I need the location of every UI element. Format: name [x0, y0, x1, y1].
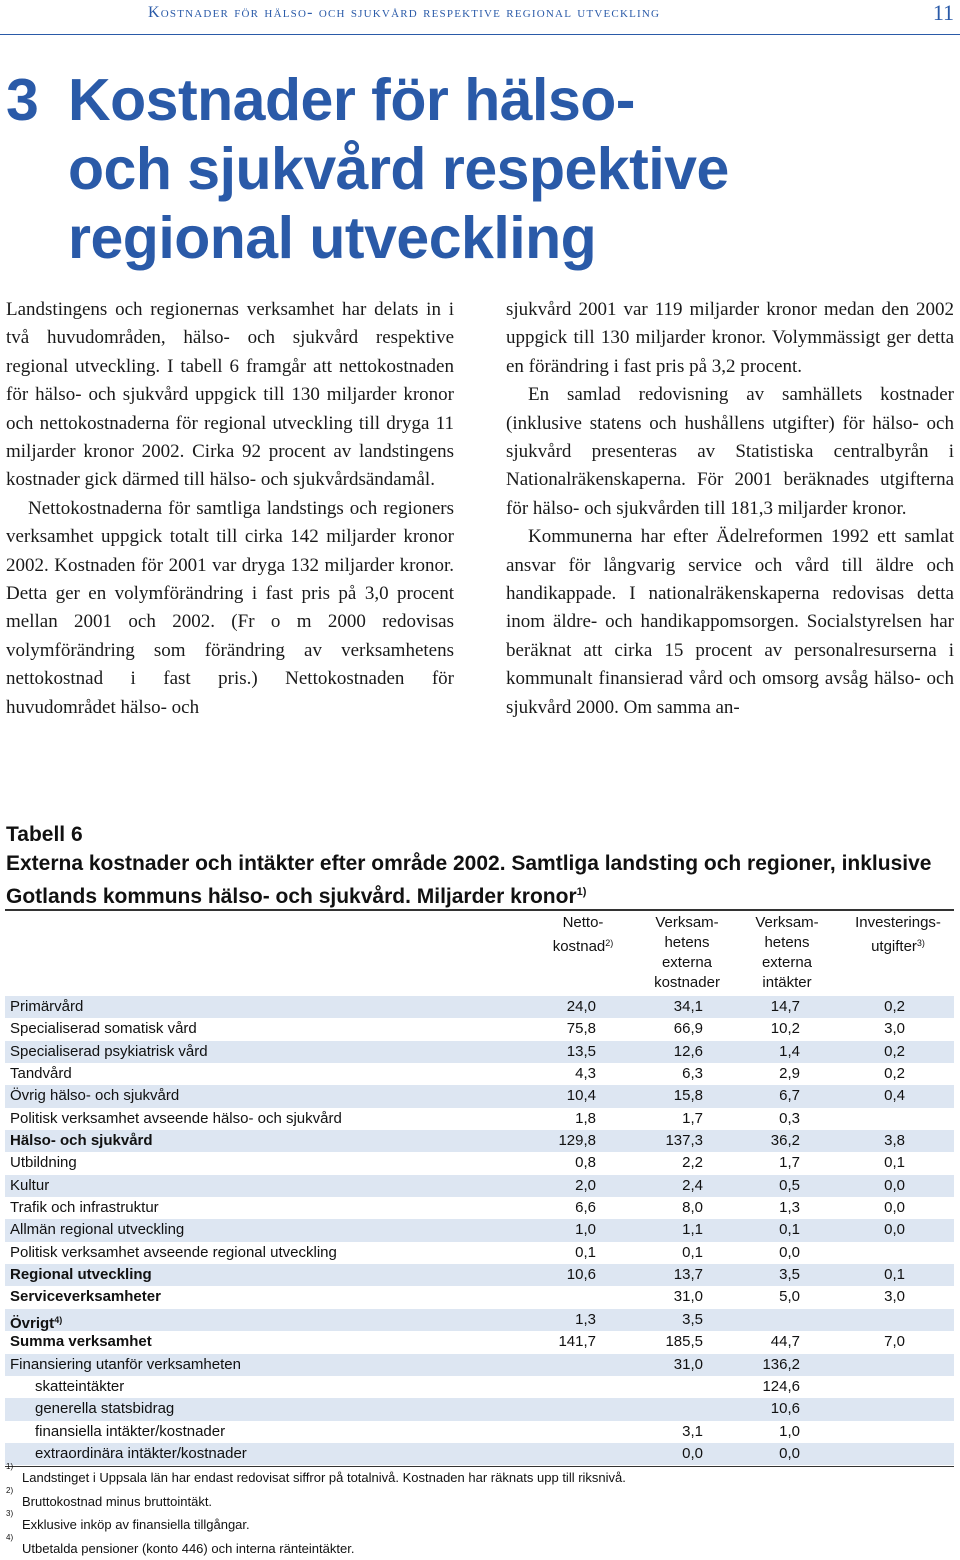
table-cell: 124,6: [720, 1376, 800, 1398]
footnote: [6, 1537, 946, 1560]
column-header-line: intäkter: [737, 973, 837, 993]
table-cell: 31,0: [623, 1286, 703, 1308]
table-cell: 6,6: [516, 1197, 596, 1219]
table-row: [5, 1264, 954, 1286]
row-label: Övrig hälso- och sjukvård: [10, 1085, 179, 1107]
column-header-note: 3): [917, 938, 925, 948]
table-cell: 1,7: [720, 1152, 800, 1174]
body-paragraph: En samlad redovisning av samhällets kostnader (inklusive statens och hushållens utgifter) för hälso- och sjukvård presenteras av Statistiska centralbyrån i Nationalräkenskaperna. För 2001 beräknades utgifterna för hälso- och sjukvården till 181,3 miljarder kronor.: [506, 381, 954, 523]
table-row: [5, 1219, 954, 1241]
table-cell: 2,9: [720, 1063, 800, 1085]
table-cell: 1,8: [516, 1108, 596, 1130]
table-label: Tabell 6: [6, 820, 956, 849]
table-caption-text: Externa kostnader och intäkter efter område 2002. Samtliga landsting och regioner, inklusive Gotlands kommuns hälso- och sjukvård. Miljarder kronor: [6, 852, 931, 908]
table-cell: 3,1: [623, 1421, 703, 1443]
table-cell: 2,2: [623, 1152, 703, 1174]
table-row: [5, 1041, 954, 1063]
row-label: Regional utveckling: [10, 1264, 152, 1286]
table-cell: 13,5: [516, 1041, 596, 1063]
body-paragraph: sjukvård 2001 var 119 miljarder kronor medan den 2002 uppgick till 130 miljarder kronor. Volymmässigt ger detta en förändring i fast pris på 3,2 procent.: [506, 296, 954, 381]
table-row: [5, 1286, 954, 1308]
row-label: Utbildning: [10, 1152, 77, 1174]
body-paragraph: Kommunerna har efter Ädelreformen 1992 ett samlat ansvar för långvarig service och vård till äldre och handikappade. I nationalräkenskaperna redovisas detta inom äldre- och handikappomsorgen. Socialstyrelsen har beräknat att cirka 15 procent av personalresurserna i kommunalt finansierad vård och omsorg avsåg hälso- och sjukvård 2000. Om samma an-: [506, 523, 954, 722]
row-label: Primärvård: [10, 996, 83, 1018]
table-cell: 10,6: [720, 1398, 800, 1420]
table-row: [5, 1443, 954, 1465]
table-cell: 24,0: [516, 996, 596, 1018]
chapter-title: [6, 66, 946, 273]
table-cell: 31,0: [623, 1354, 703, 1376]
column-header-line: kostnader: [637, 973, 737, 993]
table-cell: 0,2: [825, 1063, 905, 1085]
row-label: Allmän regional utveckling: [10, 1219, 184, 1241]
footnote-mark: 3): [6, 1510, 13, 1518]
footnote: [6, 1490, 946, 1514]
table-cell: 2,0: [516, 1175, 596, 1197]
table-body: [5, 996, 954, 1465]
row-label: finansiella intäkter/kostnader: [35, 1421, 225, 1443]
table-cell: 1,0: [720, 1421, 800, 1443]
row-label: Hälso- och sjukvård: [10, 1130, 153, 1152]
row-label: Trafik och infrastruktur: [10, 1197, 159, 1219]
table-header: [5, 911, 954, 996]
table-cell: 15,8: [623, 1085, 703, 1107]
row-label: Finansiering utanför verksamheten: [10, 1354, 241, 1376]
table-row: [5, 1354, 954, 1376]
table-cell: 8,0: [623, 1197, 703, 1219]
row-label: skatteintäkter: [35, 1376, 124, 1398]
table-cell: 141,7: [516, 1331, 596, 1353]
footnote: [6, 1513, 946, 1537]
table-cell: 1,4: [720, 1041, 800, 1063]
table-cell: 0,1: [516, 1242, 596, 1264]
table-cell: 0,5: [720, 1175, 800, 1197]
table-row: [5, 1421, 954, 1443]
footnote-text: Landstinget i Uppsala län har endast redovisat siffror på totalnivå. Kostnaden har räknats upp till riksnivå.: [22, 1470, 626, 1485]
body-paragraph: Nettokostnaderna för samtliga landstings och regioners verksamhet uppgick totalt till cirka 142 miljarder kronor 2002. Kostnaden för 2001 var dryga 132 miljarder kronor. Detta ger en volymförändring i fast pris på 3,0 procent mellan 2001 och 2002. (Fr o m 2000 redovisas volymförändring som förändring av verksamhetens nettokostnad i fast pris.) Nettokostnaden för huvudområdet hälso- och: [6, 495, 454, 722]
table-row: [5, 1175, 954, 1197]
row-label: Specialiserad somatisk vård: [10, 1018, 197, 1040]
table-cell: 10,4: [516, 1085, 596, 1107]
table-cell: 3,0: [825, 1286, 905, 1308]
table-cell: 7,0: [825, 1331, 905, 1353]
column-header-line: externa: [637, 953, 737, 973]
row-label: Övrigt$^{4)}$: [10, 1309, 62, 1335]
row-label: extraordinära intäkter/kostnader: [35, 1443, 247, 1465]
footnote-mark: 4): [6, 1534, 13, 1542]
chapter-title-line-3: regional utveckling: [6, 204, 946, 273]
table-cell: 3,0: [825, 1018, 905, 1040]
table-cell: 1,7: [623, 1108, 703, 1130]
table-caption: [6, 820, 956, 911]
table-cell: 44,7: [720, 1331, 800, 1353]
column-header-line: Verksam-: [637, 913, 737, 933]
table-caption-note: 1): [577, 886, 587, 898]
table-cell: 3,8: [825, 1130, 905, 1152]
row-label-note: 4): [54, 1315, 62, 1325]
row-label: generella statsbidrag: [35, 1398, 174, 1420]
table-cell: 4,3: [516, 1063, 596, 1085]
data-table: [5, 909, 954, 1467]
table-cell: 34,1: [623, 996, 703, 1018]
row-label: Summa verksamhet: [10, 1331, 152, 1353]
running-header-title: Kostnader för hälso- och sjukvård respektive regional utveckling: [148, 4, 660, 21]
footnote-text: Exklusive inköp av finansiella tillgångar.: [22, 1517, 250, 1532]
footnote-text: Utbetalda pensioner (konto 446) och interna ränteintäkter.: [22, 1541, 354, 1556]
table-cell: 6,7: [720, 1085, 800, 1107]
table-row: [5, 1152, 954, 1174]
table-cell: 0,0: [720, 1242, 800, 1264]
table-row: [5, 1018, 954, 1040]
table-cell: 185,5: [623, 1331, 703, 1353]
table-cell: 3,5: [623, 1309, 703, 1331]
table-cell: 1,0: [516, 1219, 596, 1241]
table-cell: 14,7: [720, 996, 800, 1018]
body-column-left: [6, 296, 454, 722]
table-cell: 5,0: [720, 1286, 800, 1308]
row-label: Specialiserad psykiatrisk vård: [10, 1041, 208, 1063]
table-cell: 0,4: [825, 1085, 905, 1107]
table-row: [5, 1242, 954, 1264]
column-header: [833, 913, 960, 957]
footnote: [6, 1466, 946, 1490]
table-row: [5, 1376, 954, 1398]
table-cell: 75,8: [516, 1018, 596, 1040]
table-cell: 0,0: [825, 1219, 905, 1241]
table-cell: 3,5: [720, 1264, 800, 1286]
table-row: [5, 1309, 954, 1331]
table-cell: 1,3: [516, 1309, 596, 1331]
table-cell: 136,2: [720, 1354, 800, 1376]
table-row: [5, 996, 954, 1018]
page-number: 11: [933, 0, 954, 26]
table-cell: 12,6: [623, 1041, 703, 1063]
footnote-mark: 2): [6, 1487, 13, 1495]
footnotes: [6, 1466, 946, 1560]
table-cell: 0,0: [825, 1175, 905, 1197]
row-label: Politisk verksamhet avseende hälso- och sjukvård: [10, 1108, 342, 1130]
table-cell: 0,1: [825, 1152, 905, 1174]
column-header-line: kostnad$^{2)}$: [528, 933, 638, 957]
body-column-right: [506, 296, 954, 722]
table-cell: 129,8: [516, 1130, 596, 1152]
table-cell: 0,1: [825, 1264, 905, 1286]
column-header: [528, 913, 638, 957]
table-cell: 0,0: [720, 1443, 800, 1465]
table-row: [5, 1130, 954, 1152]
table-row: [5, 1398, 954, 1420]
table-cell: 13,7: [623, 1264, 703, 1286]
table-cell: 6,3: [623, 1063, 703, 1085]
table-cell: 2,4: [623, 1175, 703, 1197]
column-header-line: utgifter$^{3)}$: [833, 933, 960, 957]
table-row: [5, 1063, 954, 1085]
column-header-note: 2): [605, 938, 613, 948]
column-header-line: externa: [737, 953, 837, 973]
table-cell: 0,1: [623, 1242, 703, 1264]
chapter-number: 3: [6, 66, 68, 135]
table-cell: 0,8: [516, 1152, 596, 1174]
table-row: [5, 1108, 954, 1130]
table-row: [5, 1197, 954, 1219]
chapter-title-line-2: och sjukvård respektive: [6, 135, 946, 204]
table-cell: 10,2: [720, 1018, 800, 1040]
column-header-line: hetens: [637, 933, 737, 953]
table-cell: 66,9: [623, 1018, 703, 1040]
column-header-line: Netto-: [528, 913, 638, 933]
table-cell: 0,3: [720, 1108, 800, 1130]
footnote-text: Bruttokostnad minus bruttointäkt.: [22, 1494, 212, 1509]
running-header: [148, 4, 954, 22]
table-row: [5, 1331, 954, 1353]
row-label: Tandvård: [10, 1063, 72, 1085]
table-cell: 1,3: [720, 1197, 800, 1219]
table-row: [5, 1085, 954, 1107]
chapter-title-line-1: Kostnader för hälso-: [68, 67, 635, 133]
column-header: [737, 913, 837, 993]
table-cell: 10,6: [516, 1264, 596, 1286]
table-cell: 0,1: [720, 1219, 800, 1241]
footnote-mark: 1): [6, 1463, 13, 1471]
table-cell: 36,2: [720, 1130, 800, 1152]
row-label: Serviceverksamheter: [10, 1286, 161, 1308]
table-cell: 137,3: [623, 1130, 703, 1152]
row-label: Politisk verksamhet avseende regional utveckling: [10, 1242, 337, 1264]
table-cell: 1,1: [623, 1219, 703, 1241]
body-paragraph: Landstingens och regionernas verksamhet har delats in i två huvudområden, hälso- och sjukvård respektive regional utveckling. I tabell 6 framgår att nettokostnaden för hälso- och sjukvård uppgick till 130 miljarder kronor och nettokostnaderna för regional utveckling till dryga 11 miljarder kronor 2002. Cirka 92 procent av landstingens kostnader gick därmed till hälso- och sjukvårdsändamål.: [6, 296, 454, 495]
table-cell: 0,0: [623, 1443, 703, 1465]
table-cell: 0,0: [825, 1197, 905, 1219]
column-header: [637, 913, 737, 993]
table-cell: 0,2: [825, 1041, 905, 1063]
column-header-line: Investerings-: [833, 913, 960, 933]
column-header-line: hetens: [737, 933, 837, 953]
column-header-line: Verksam-: [737, 913, 837, 933]
table-cell: 0,2: [825, 996, 905, 1018]
row-label: Kultur: [10, 1175, 49, 1197]
header-rule: [0, 34, 960, 35]
